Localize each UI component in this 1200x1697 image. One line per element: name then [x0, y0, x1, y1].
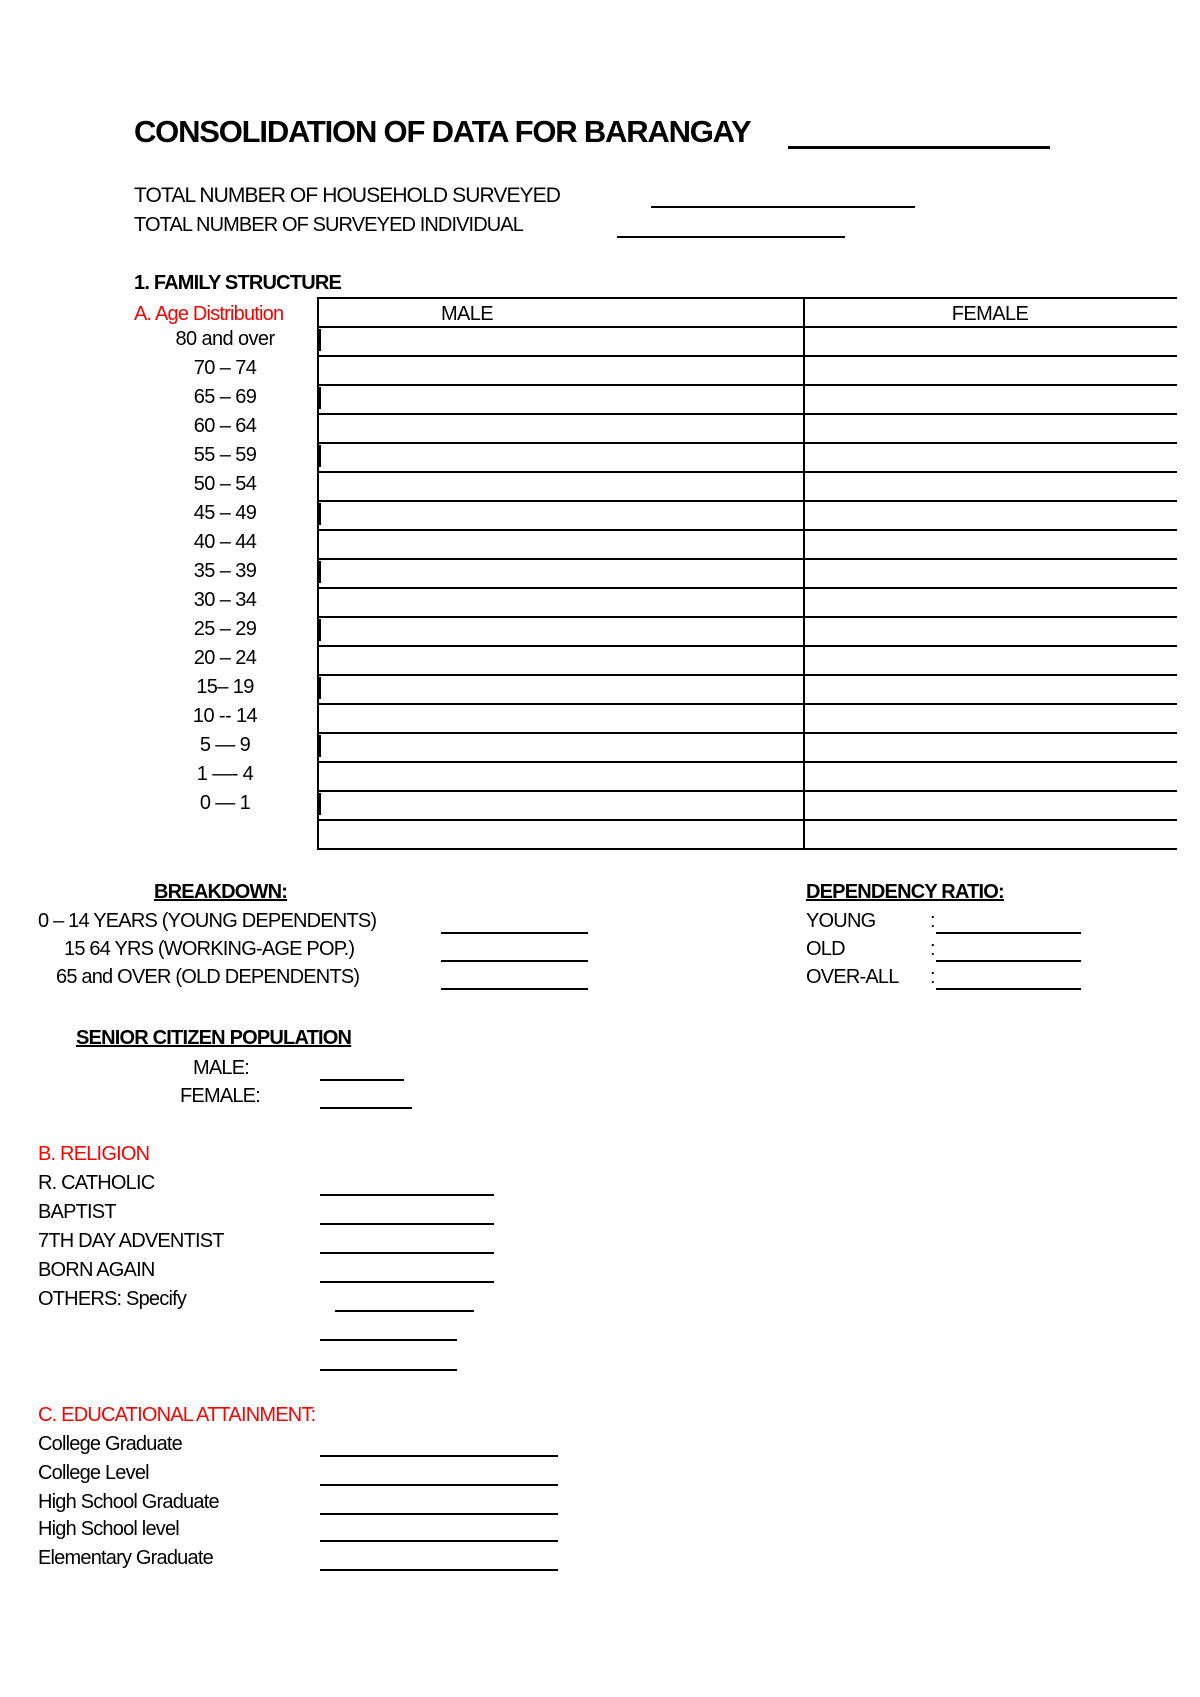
row-marker: [317, 445, 321, 467]
senior-female-label: FEMALE:: [180, 1085, 260, 1107]
education-blank[interactable]: [320, 1455, 558, 1457]
dependency-overall-colon: :: [930, 966, 935, 988]
dependency-overall: OVER-ALL: [806, 966, 899, 988]
female-cell[interactable]: [805, 328, 1177, 355]
row-marker: [317, 735, 321, 757]
religion-blank[interactable]: [320, 1252, 494, 1254]
male-cell[interactable]: [319, 734, 803, 761]
religion-blank[interactable]: [320, 1194, 494, 1196]
education-item: High School level: [38, 1518, 179, 1540]
female-cell[interactable]: [805, 560, 1177, 587]
individuals-blank[interactable]: [617, 236, 845, 238]
male-cell[interactable]: [319, 328, 803, 355]
table-top-border: [317, 297, 1177, 299]
age-group-label: 55 – 59: [193, 444, 257, 466]
age-group-label: 25 – 29: [193, 618, 257, 640]
female-cell[interactable]: [805, 618, 1177, 645]
page-title: CONSOLIDATION OF DATA FOR BARANGAY: [134, 114, 751, 149]
breakdown-young-blank[interactable]: [441, 932, 588, 934]
senior-male-blank[interactable]: [320, 1079, 404, 1081]
breakdown-old: 65 and OVER (OLD DEPENDENTS): [56, 966, 360, 988]
religion-others-blank-2[interactable]: [320, 1339, 457, 1341]
male-cell[interactable]: [319, 589, 803, 616]
barangay-blank[interactable]: [788, 146, 1050, 149]
female-cell[interactable]: [805, 647, 1177, 674]
breakdown-old-blank[interactable]: [441, 988, 588, 990]
male-cell[interactable]: [319, 618, 803, 645]
age-group-label: 70 – 74: [193, 357, 257, 379]
age-group-label: 1 —- 4: [196, 763, 254, 785]
age-group-label: 80 and over: [175, 328, 275, 350]
table-row-line: [317, 819, 1177, 821]
female-cell[interactable]: [805, 386, 1177, 413]
female-cell[interactable]: [805, 734, 1177, 761]
education-blank[interactable]: [320, 1569, 558, 1571]
breakdown-working-blank[interactable]: [441, 960, 588, 962]
dependency-young-blank[interactable]: [936, 932, 1081, 934]
row-marker: [317, 677, 321, 699]
female-cell[interactable]: [805, 589, 1177, 616]
male-header: MALE: [440, 303, 494, 325]
dependency-old-colon: :: [930, 938, 935, 960]
breakdown-working: 15 64 YRS (WORKING-AGE POP.): [64, 938, 355, 960]
religion-item: BORN AGAIN: [38, 1259, 155, 1281]
female-cell[interactable]: [805, 444, 1177, 471]
individuals-label: TOTAL NUMBER OF SURVEYED INDIVIDUAL: [134, 214, 523, 236]
female-cell[interactable]: [805, 676, 1177, 703]
senior-heading: SENIOR CITIZEN POPULATION: [76, 1027, 352, 1049]
age-group-label: 60 – 64: [193, 415, 257, 437]
age-group-label: 65 – 69: [193, 386, 257, 408]
male-cell[interactable]: [319, 473, 803, 500]
male-cell[interactable]: [319, 647, 803, 674]
education-heading: C. EDUCATIONAL ATTAINMENT:: [38, 1404, 316, 1426]
dependency-young-colon: :: [930, 910, 935, 932]
religion-heading: B. RELIGION: [38, 1143, 150, 1165]
male-cell[interactable]: [319, 560, 803, 587]
female-cell[interactable]: [805, 357, 1177, 384]
religion-item: OTHERS: Specify: [38, 1288, 187, 1310]
senior-female-blank[interactable]: [320, 1107, 412, 1109]
male-cell[interactable]: [319, 531, 803, 558]
male-cell[interactable]: [319, 502, 803, 529]
education-item: College Level: [38, 1462, 149, 1484]
religion-item: R. CATHOLIC: [38, 1172, 155, 1194]
religion-others-blank-3[interactable]: [320, 1369, 457, 1371]
table-bottom-border: [317, 848, 1177, 850]
female-cell[interactable]: [805, 502, 1177, 529]
education-item: College Graduate: [38, 1433, 182, 1455]
female-header: FEMALE: [951, 303, 1029, 325]
male-cell[interactable]: [319, 357, 803, 384]
age-distribution-label: A. Age Distribution: [134, 303, 284, 325]
education-item: Elementary Graduate: [38, 1547, 213, 1569]
female-cell[interactable]: [805, 531, 1177, 558]
male-cell[interactable]: [319, 705, 803, 732]
breakdown-young: 0 – 14 YEARS (YOUNG DEPENDENTS): [38, 910, 377, 932]
female-cell[interactable]: [805, 415, 1177, 442]
households-blank[interactable]: [651, 206, 915, 208]
row-marker: [317, 503, 321, 525]
education-item: High School Graduate: [38, 1491, 219, 1513]
households-label: TOTAL NUMBER OF HOUSEHOLD SURVEYED: [134, 184, 561, 207]
age-group-label: 40 – 44: [193, 531, 257, 553]
religion-blank[interactable]: [320, 1281, 494, 1283]
row-marker: [317, 387, 321, 409]
dependency-overall-blank[interactable]: [936, 988, 1081, 990]
age-group-label: 30 – 34: [193, 589, 257, 611]
male-cell[interactable]: [319, 415, 803, 442]
education-blank[interactable]: [320, 1540, 558, 1542]
age-group-label: 15– 19: [196, 676, 254, 698]
row-marker: [317, 329, 321, 351]
age-group-label: 5 — 9: [199, 734, 251, 756]
family-structure-heading: 1. FAMILY STRUCTURE: [134, 272, 342, 294]
dependency-old: OLD: [806, 938, 845, 960]
male-cell[interactable]: [319, 792, 803, 819]
religion-blank[interactable]: [320, 1223, 494, 1225]
senior-male-label: MALE:: [193, 1057, 250, 1079]
male-cell[interactable]: [319, 386, 803, 413]
female-cell[interactable]: [805, 473, 1177, 500]
male-cell[interactable]: [319, 444, 803, 471]
religion-others-blank[interactable]: [335, 1310, 474, 1312]
row-marker: [317, 793, 321, 815]
religion-item: 7TH DAY ADVENTIST: [38, 1230, 224, 1252]
breakdown-heading: BREAKDOWN:: [154, 881, 288, 903]
female-cell[interactable]: [805, 763, 1177, 790]
education-blank[interactable]: [320, 1513, 558, 1515]
age-distribution-table: [317, 297, 1177, 850]
male-cell[interactable]: [319, 676, 803, 703]
row-marker: [317, 561, 321, 583]
row-marker: [317, 619, 321, 641]
religion-item: BAPTIST: [38, 1201, 116, 1223]
age-group-label: 35 – 39: [193, 560, 257, 582]
age-group-label: 0 — 1: [199, 792, 251, 814]
dependency-old-blank[interactable]: [936, 960, 1081, 962]
age-group-label: 10 -- 14: [192, 705, 258, 727]
male-cell[interactable]: [319, 763, 803, 790]
education-blank[interactable]: [320, 1484, 558, 1486]
age-group-label: 20 – 24: [193, 647, 257, 669]
dependency-heading: DEPENDENCY RATIO:: [806, 881, 1004, 903]
female-cell[interactable]: [805, 792, 1177, 819]
age-group-label: 50 – 54: [193, 473, 257, 495]
age-group-label: 45 – 49: [193, 502, 257, 524]
dependency-young: YOUNG: [806, 910, 876, 932]
female-cell[interactable]: [805, 705, 1177, 732]
